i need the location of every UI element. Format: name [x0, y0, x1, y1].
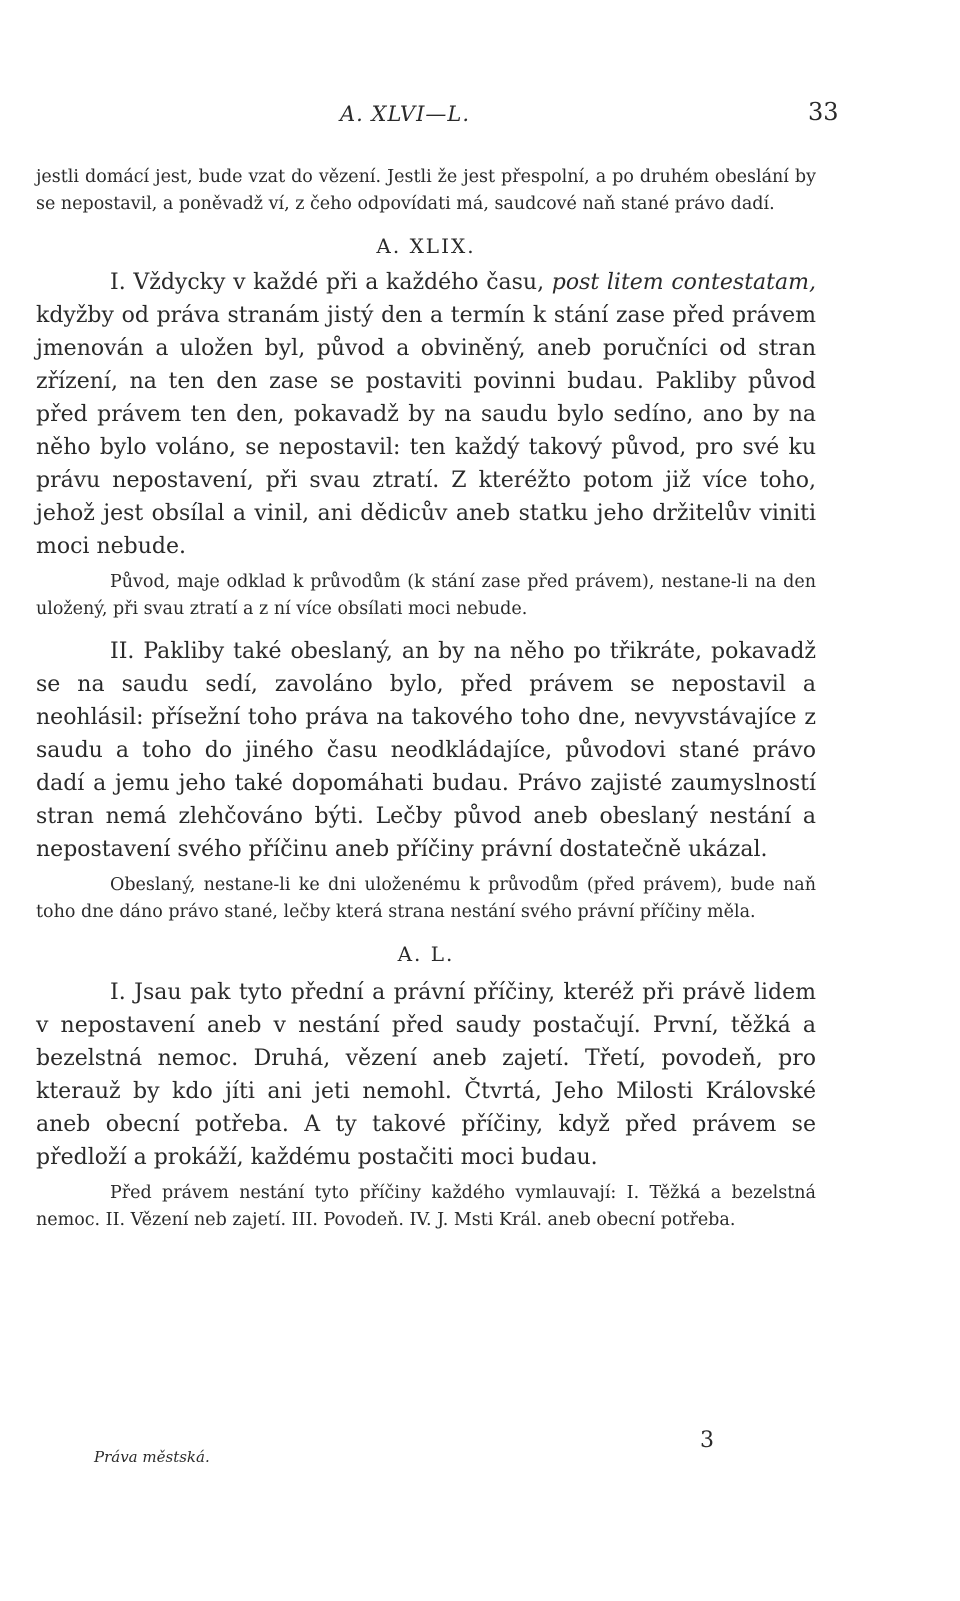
signature-mark: Práva městská. — [94, 1448, 210, 1466]
running-head: A. XLVI—L. — [340, 102, 471, 126]
article-xlix-1-lead: I. Vždycky v každé při a každého času, — [110, 270, 545, 295]
article-xlix-1 — [36, 266, 816, 563]
article-l-1: I. Jsau pak tyto přední a právní příčiny, kteréž při právě lidem v nepostavení aneb v nestání před saudy postačují. První, těžká a bezelstná nemoc. Druhá, vězení aneb zajetí. Třetí, povodeň, pro kterauž by kdo jíti ani jeti nemohl. Čtvrtá, Jeho Milosti Královské aneb obecní potřeba. A ty takové příčiny, když před právem se předloží a prokáží, každému postačiti moci budau. — [36, 980, 816, 1170]
continued-paragraph: jestli domácí jest, bude vzat do vězení. Jestli že jest přespolní, a po druhém obeslání by se nepostavil, a poněvadž ví, z čeho odpovídati má, saudcové naň stané právo dadí. — [36, 167, 816, 214]
article-xlix-2: II. Pakliby také obeslaný, an by na něho po třikráte, pokavadž se na saudu sedí, zavoláno bylo, před právem se nepostavil a neohlásil: přísežní toho práva na takového toho dne, nevyvstávajíce z saudu a toho do jiného času neodkládajíce, původovi stané právo dadí a jemu jeho také dopomáhati budau. Právo zajisté zaumyslností stran nemá zlehčováno býti. Lečby původ aneb obeslaný nestání a nepostavení svého příčinu aneb příčiny právní dostatečně ukázal. — [36, 639, 816, 862]
article-l-1-summary: Před právem nestání tyto příčiny každého vymlauvají: I. Těžká a bezelstná nemoc. II. Vězení neb zajetí. III. Povodeň. IV. J. Msti Král. aneb obecní potřeba. — [36, 1183, 816, 1230]
page-number: 33 — [808, 98, 839, 126]
section-heading-xlix: A. XLIX. — [376, 234, 476, 258]
page-footer — [0, 1428, 960, 1488]
sheet-number: 3 — [700, 1428, 714, 1453]
article-xlix-2-summary: Obeslaný, nestane-li ke dni uloženému k průvodům (před právem), bude naň toho dne dáno právo stané, lečby která strana nestání svého právní příčiny měla. — [36, 875, 816, 922]
latin-phrase: post litem contestatam, — [551, 270, 816, 295]
article-xlix-1-summary: Původ, maje odklad k průvodům (k stání zase před právem), nestane-li na den uložený, při svau ztratí a z ní více obsílati moci nebude. — [36, 572, 816, 619]
page-body — [36, 164, 816, 1234]
section-heading-l: A. L. — [397, 942, 455, 966]
page-header — [0, 98, 960, 138]
article-xlix-1-text: kdyžby od práva stranám jistý den a termín k stání zase před právem jmenován a uložen byl, původ a obviněný, aneb poručníci od stran zřízení, na ten den zase se postaviti povinni budau. Pakliby původ před právem ten den, pokavadž by na saudu bylo sedíno, ano by na něho bylo voláno, se nepostavil: ten každý takový původ, pro své ku právu nepostavení, při svau ztratí. Z kteréžto potom již více toho, jehož jest obsílal a vinil, ani dědicův aneb statku jeho držitelův viniti moci nebude. — [36, 303, 816, 559]
